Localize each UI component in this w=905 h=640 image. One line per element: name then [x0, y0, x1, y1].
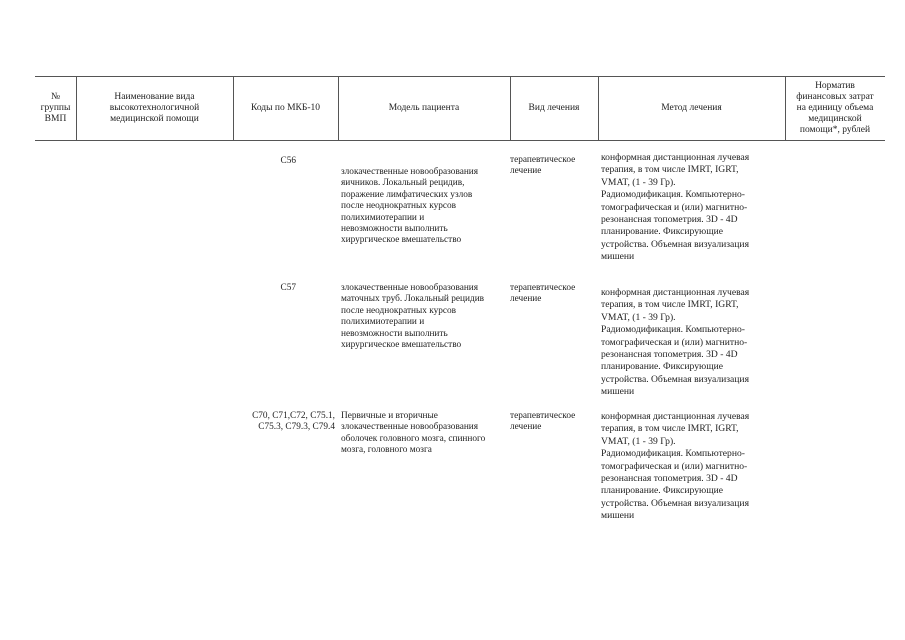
- header-patient-model: Модель пациента: [388, 102, 460, 113]
- table-row-treatment-type: терапевтическое лечение: [510, 411, 576, 433]
- table-row-patient-model: Первичные и вторичные злокачественные новообразования оболочек головного мозга, спинного мозга, головного мозга: [341, 411, 486, 456]
- header-treatment-method: Метод лечения: [661, 102, 722, 113]
- header-cost-norm: Норматив финансовых затрат на единицу объема медицинской помощи*, рублей: [796, 80, 874, 135]
- table-row-icd-code: C70, C71,C72, C75.1, C75.3, C79.3, C79.4: [252, 411, 335, 433]
- header-group-number: № группы ВМП: [40, 91, 71, 124]
- header-treatment-type: Вид лечения: [528, 102, 580, 113]
- table-row-patient-model: злокачественные новообразования яичников. Локальный рецидив, поражение лимфатических узлов после неоднократных курсов полихимиотерапии и невозможности выполнить хирургическое вмешательство: [341, 167, 479, 246]
- table-row-treatment-method: конформная дистанционная лучевая терапия, в том числе IMRT, IGRT, VMAT, (1 - 39 Гр). Радиомодификация. Компьютерно- томографическая и (или) магнитно- резонансная топометрия. 3D - 4D планирование. Фиксирующие устройства. Объемная визуализация мишени: [601, 287, 750, 398]
- header-icd-codes: Коды по МКБ-10: [250, 102, 321, 113]
- table-row-treatment-method: конформная дистанционная лучевая терапия, в том числе IMRT, IGRT, VMAT, (1 - 39 Гр). Радиомодификация. Компьютерно- томографическая и (или) магнитно- резонансная топометрия. 3D - 4D планирование. Фиксирующие устройства. Объемная визуализация мишени: [601, 152, 750, 263]
- table-row-icd-code: C57: [280, 283, 296, 293]
- table-row-treatment-type: терапевтическое лечение: [510, 283, 576, 305]
- table-row-treatment-type: терапевтическое лечение: [510, 155, 576, 177]
- table-header-bottom-rule: [35, 140, 885, 141]
- table-row-icd-code: C56: [280, 156, 296, 166]
- header-care-type: Наименование вида высокотехнологичной медицинской помощи: [109, 91, 200, 124]
- table-row-treatment-method: конформная дистанционная лучевая терапия, в том числе IMRT, IGRT, VMAT, (1 - 39 Гр). Радиомодификация. Компьютерно- томографическая и (или) магнитно- резонансная топометрия. 3D - 4D планирование. Фиксирующие устройства. Объемная визуализация мишени: [601, 411, 750, 522]
- table-row-patient-model: злокачественные новообразования маточных труб. Локальный рецидив после неоднократных курсов полихимиотерапии и невозможности выполнить хирургическое вмешательство: [341, 283, 485, 351]
